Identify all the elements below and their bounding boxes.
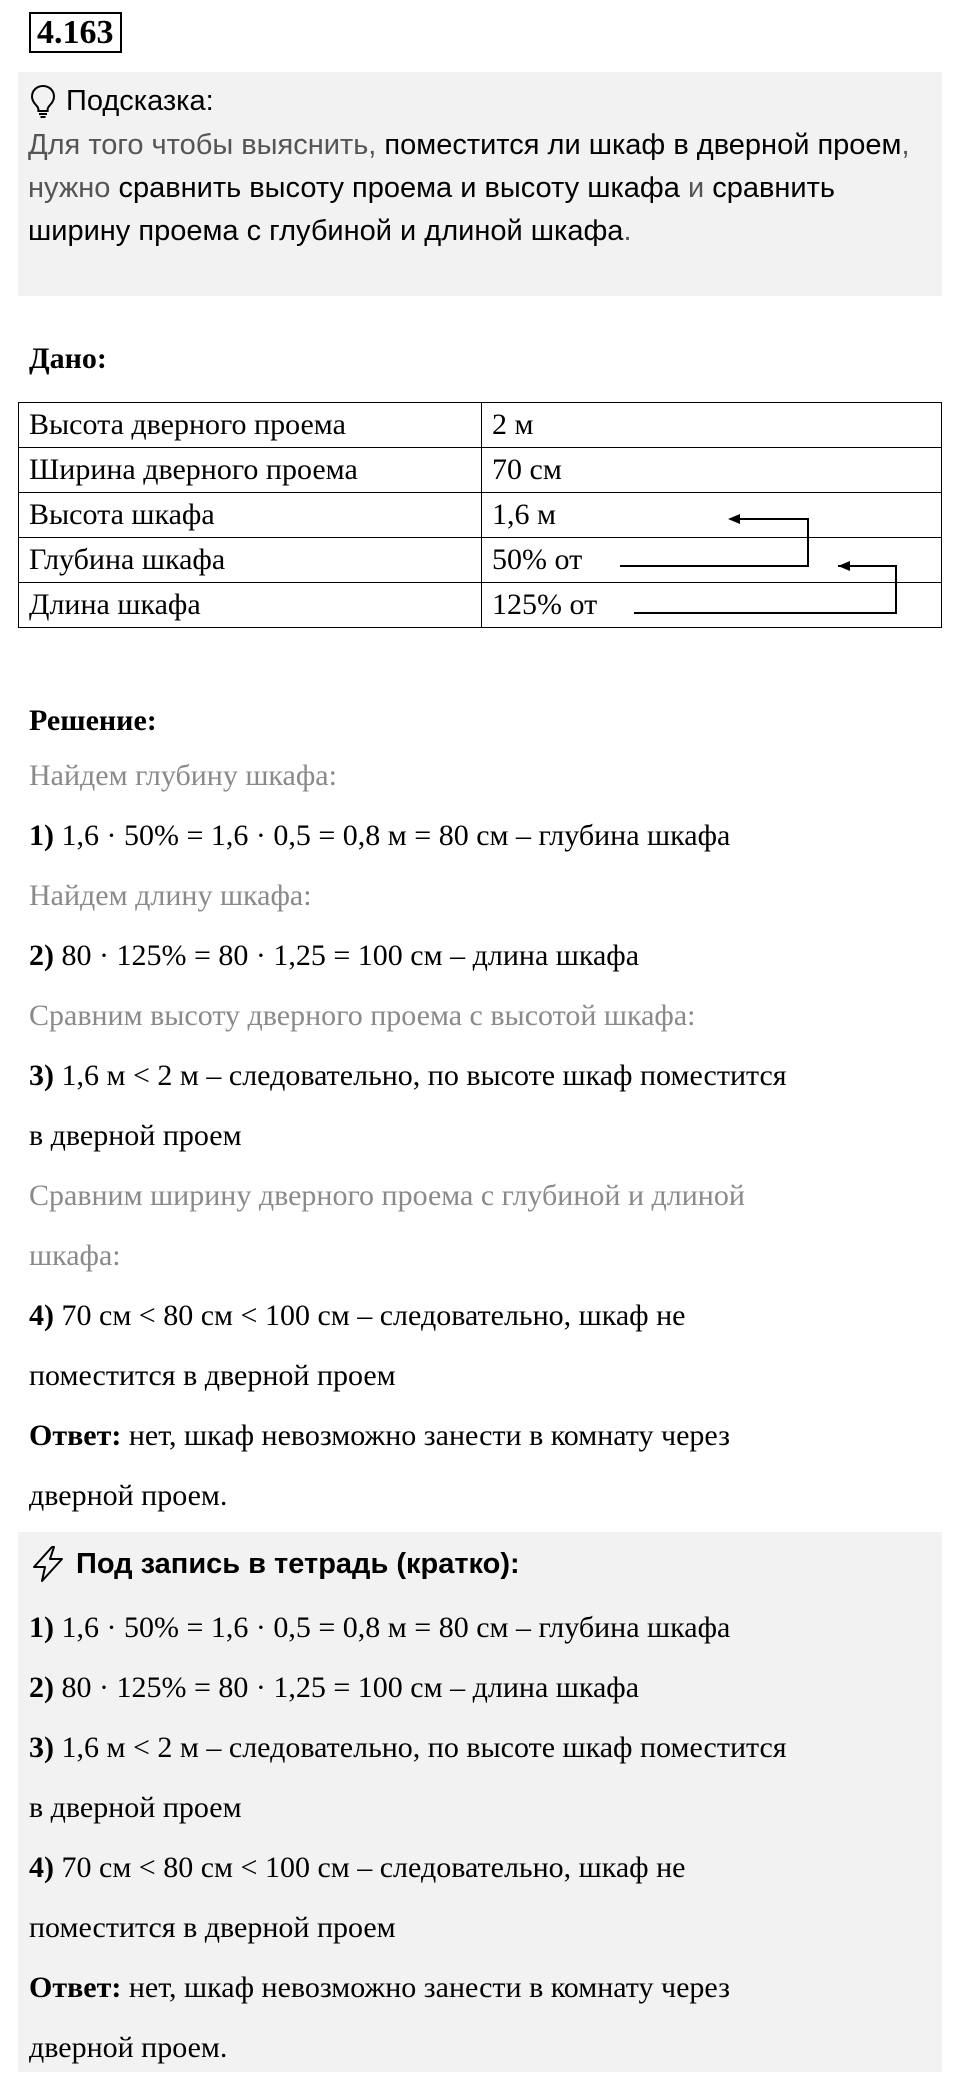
solution-note <box>29 866 939 926</box>
given-table <box>18 402 942 628</box>
hint-text-part: , нужно <box>28 129 910 204</box>
solution-step <box>29 1466 939 1526</box>
line-text: Сравним высоту дверного проема с высотой шкафа: <box>29 999 696 1032</box>
answer-line <box>29 1406 939 1466</box>
step-number: 4) <box>29 1851 54 1884</box>
solution-step <box>29 1286 939 1346</box>
given-row <box>19 448 942 493</box>
short-record-title: Под запись в тетрадь (кратко): <box>76 1547 520 1580</box>
hint-text-part: . <box>623 215 632 247</box>
answer-label: Ответ: <box>29 1971 122 2004</box>
solution-section <box>29 696 939 1526</box>
step-number: 2) <box>29 1671 54 1704</box>
line-text: дверной проем. <box>29 1479 228 1512</box>
solution-title: Решение: <box>29 704 157 737</box>
given-value: 1,6 м <box>482 493 942 538</box>
given-label: Ширина дверного проема <box>19 448 482 493</box>
answer-label: Ответ: <box>29 1419 122 1452</box>
given-label: Длина шкафа <box>19 583 482 628</box>
solution-step <box>29 1598 934 1658</box>
solution-note <box>29 1226 939 1286</box>
line-text: 1,6 · 50% = 1,6 · 0,5 = 0,8 м = 80 см – глубина шкафа <box>54 819 731 852</box>
hint-text-part: и <box>679 172 713 204</box>
given-label: Высота шкафа <box>19 493 482 538</box>
hint-title: Подсказка: <box>66 84 214 117</box>
step-number: 3) <box>29 1731 54 1764</box>
hint-emphasis: сравнить ширину проема с глубиной и длиной шкафа <box>28 172 836 247</box>
given-row <box>19 493 942 538</box>
solution-step <box>29 1658 934 1718</box>
given-value: 2 м <box>482 403 942 448</box>
solution-step <box>29 806 939 866</box>
line-text: 70 см < 80 см < 100 см – следовательно, шкаф не <box>54 1851 686 1884</box>
step-number: 3) <box>29 1059 54 1092</box>
line-text: 1,6 м < 2 м – следовательно, по высоте шкаф поместится <box>54 1059 787 1092</box>
hint-text-part: Для того чтобы выяснить, <box>28 129 385 161</box>
line-text: в дверной проем <box>29 1791 242 1824</box>
line-text: 1,6 · 50% = 1,6 · 0,5 = 0,8 м = 80 см – глубина шкафа <box>54 1611 731 1644</box>
step-number: 4) <box>29 1299 54 1332</box>
hint-emphasis: поместится ли шкаф в дверной проем <box>384 129 902 161</box>
hint-emphasis: сравнить высоту проема и высоту шкафа <box>118 172 680 204</box>
solution-step <box>29 1718 934 1778</box>
line-text: 80 · 125% = 80 · 1,25 = 100 см – длина шкафа <box>54 939 640 972</box>
solution-step <box>29 1838 934 1898</box>
line-text: в дверной проем <box>29 1119 242 1152</box>
line-text: 70 см < 80 см < 100 см – следовательно, шкаф не <box>54 1299 686 1332</box>
line-text: шкафа: <box>29 1239 121 1272</box>
line-text: 1,6 м < 2 м – следовательно, по высоте шкаф поместится <box>54 1731 787 1764</box>
task-number: 4.163 <box>29 12 122 53</box>
solution-step <box>29 2018 934 2078</box>
answer-line <box>29 1958 934 2018</box>
hint-text <box>28 124 933 253</box>
solution-step <box>29 1346 939 1406</box>
step-number: 2) <box>29 939 54 972</box>
solution-lines <box>29 746 939 1526</box>
lightning-icon <box>30 1545 66 1583</box>
hint-box <box>18 72 942 296</box>
step-number: 1) <box>29 819 54 852</box>
solution-step <box>29 926 939 986</box>
line-text: Найдем длину шкафа: <box>29 879 312 912</box>
given-row <box>19 583 942 628</box>
given-title: Дано: <box>29 342 107 375</box>
short-record-title-row <box>30 1542 520 1586</box>
line-text: поместится в дверной проем <box>29 1911 396 1944</box>
solution-note <box>29 746 939 806</box>
hint-title-row <box>30 80 214 122</box>
given-value: 70 см <box>482 448 942 493</box>
line-text: поместится в дверной проем <box>29 1359 396 1392</box>
given-label: Высота дверного проема <box>19 403 482 448</box>
given-value: 125% от <box>482 583 942 628</box>
given-label: Глубина шкафа <box>19 538 482 583</box>
solution-note <box>29 986 939 1046</box>
solution-step <box>29 1898 934 1958</box>
given-value: 50% от <box>482 538 942 583</box>
given-row <box>19 538 942 583</box>
solution-step <box>29 1778 934 1838</box>
solution-step <box>29 1106 939 1166</box>
solution-step <box>29 1046 939 1106</box>
line-text: 80 · 125% = 80 · 1,25 = 100 см – длина шкафа <box>54 1671 640 1704</box>
given-row <box>19 403 942 448</box>
lightbulb-icon <box>30 84 56 118</box>
line-text: Найдем глубину шкафа: <box>29 759 337 792</box>
line-text: нет, шкаф невозможно занести в комнату через <box>121 1419 730 1452</box>
line-text: Сравним ширину дверного проема с глубиной и длиной <box>29 1179 745 1212</box>
short-record-box <box>18 1532 942 2072</box>
step-number: 1) <box>29 1611 54 1644</box>
solution-note <box>29 1166 939 1226</box>
line-text: дверной проем. <box>29 2031 228 2064</box>
line-text: нет, шкаф невозможно занести в комнату через <box>121 1971 730 2004</box>
short-record-lines <box>29 1598 934 2078</box>
